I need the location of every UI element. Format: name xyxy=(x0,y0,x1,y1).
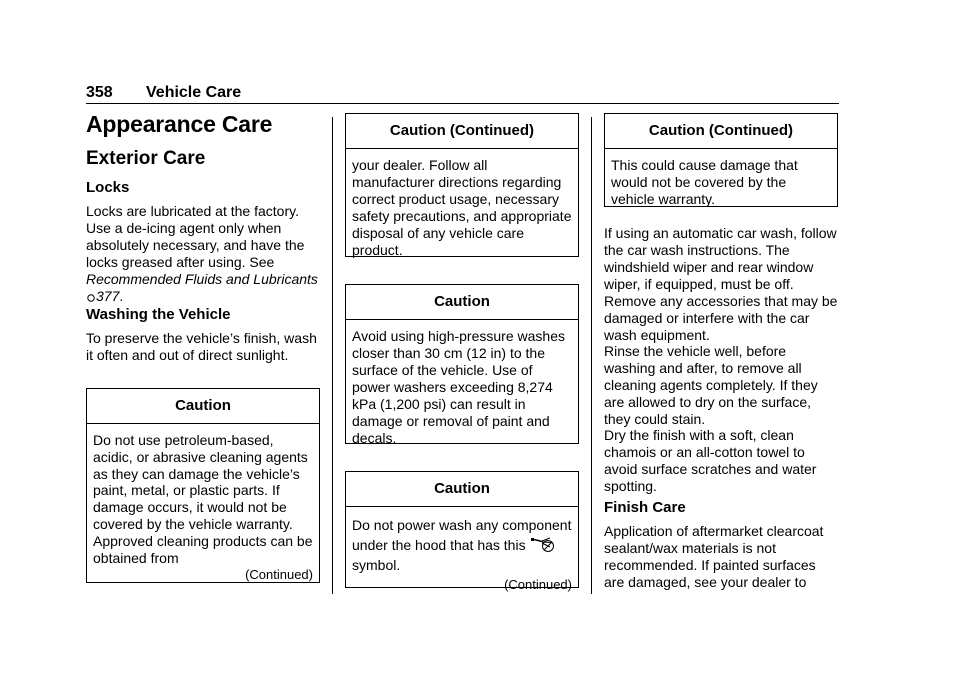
locks-text: Locks are lubricated at the factory. Use a de-icing agent only when absolutely necessary, and have the locks greased after using. See xyxy=(86,203,305,270)
caution-text: Avoid using high-pressure washes closer than 30 cm (12 in) to the surface of the vehicle. Use of power washers exceeding 8,274 kPa (1,200 psi) can result in damage or removal of paint and decals. xyxy=(352,328,565,446)
page-number: 358 xyxy=(86,84,113,101)
caution-box-3 xyxy=(345,284,579,444)
finish-care-paragraph: Application of aftermarket clearcoat sealant/wax materials is not recommended. If painted surfaces are damaged, see your dealer to xyxy=(604,523,824,590)
caution-title: Caution xyxy=(346,472,578,507)
caution-box-1 xyxy=(86,388,320,583)
caution-title: Caution (Continued) xyxy=(605,114,837,149)
section-name: Vehicle Care xyxy=(146,84,242,101)
locks-ref-end: . xyxy=(119,288,124,304)
finish-care-heading: Finish Care xyxy=(604,499,686,516)
locks-heading: Locks xyxy=(86,179,130,196)
no-pressure-wash-icon xyxy=(529,537,557,553)
rinse-paragraph: Rinse the vehicle well, before washing and after, to remove all cleaning agents completely. If they are allowed to dry on the surface, they could stain. xyxy=(604,343,818,427)
continued-label: (Continued) xyxy=(504,577,572,592)
caution-text-end: symbol. xyxy=(352,557,401,573)
caution-text: Do not power wash any component under the hood that has this xyxy=(352,517,572,553)
page-title: Appearance Care xyxy=(86,111,273,137)
locks-cross-reference[interactable]: Recommended Fluids and Lubricants xyxy=(86,271,318,287)
caution-box-2 xyxy=(345,113,579,257)
section-title: Exterior Care xyxy=(86,148,206,169)
caution-title: Caution xyxy=(87,389,319,424)
caution-title: Caution (Continued) xyxy=(346,114,578,149)
locks-ref-page[interactable]: 377 xyxy=(96,288,120,304)
page-header xyxy=(86,84,839,104)
washing-heading: Washing the Vehicle xyxy=(86,306,231,323)
continued-label: (Continued) xyxy=(245,567,313,583)
caution-box-5 xyxy=(604,113,838,207)
caution-body xyxy=(346,507,578,599)
locks-paragraph xyxy=(86,203,320,305)
caution-text: This could cause damage that would not be covered by the vehicle warranty. xyxy=(611,157,798,207)
caution-text: your dealer. Follow all manufacturer directions regarding correct product usage, necessary safety precautions, and appropriate disposal of any vehicle care product. xyxy=(352,157,572,258)
caution-title: Caution xyxy=(346,285,578,320)
caution-box-4 xyxy=(345,471,579,592)
car-wash-paragraph: If using an automatic car wash, follow the car wash instructions. The windshield wiper and rear window wiper, if equipped, must be off. Remove any accessories that may be damaged or interfere with the car wash equipment. xyxy=(604,225,838,343)
header-rule xyxy=(86,103,839,104)
washing-paragraph: To preserve the vehicle’s finish, wash it often and out of direct sunlight. xyxy=(86,330,317,363)
column-divider-2 xyxy=(591,117,592,594)
column-divider-1 xyxy=(332,117,333,594)
page-ref-icon xyxy=(86,288,96,304)
dry-paragraph: Dry the finish with a soft, clean chamois or an all-cotton towel to avoid surface scratches and water spotting. xyxy=(604,427,817,494)
caution-body xyxy=(87,424,319,590)
caution-text: Do not use petroleum-based, acidic, or abrasive cleaning agents as they can damage the vehicle’s paint, metal, or plastic parts. If damage occurs, it would not be covered by the vehicle warranty. Approved cleaning products can be obtained from xyxy=(93,432,313,566)
